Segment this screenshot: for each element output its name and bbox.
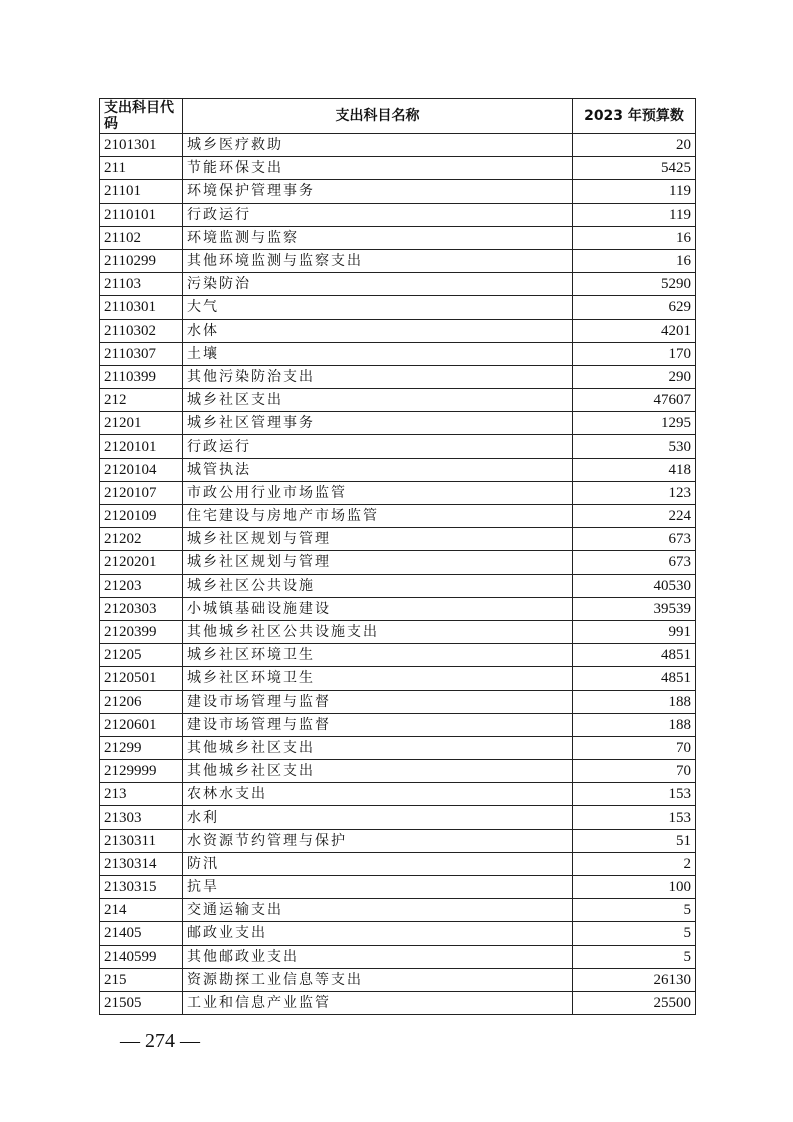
name-cell: 抗旱 [183,876,573,899]
amount-cell: 5 [573,899,696,922]
name-cell: 其他城乡社区支出 [183,736,573,759]
name-cell: 城乡社区管理事务 [183,412,573,435]
amount-cell: 119 [573,180,696,203]
table-row [100,760,696,783]
table-row [100,852,696,875]
table-row [100,968,696,991]
table-row [100,226,696,249]
amount-cell: 51 [573,829,696,852]
table-row [100,458,696,481]
code-cell: 21206 [100,690,183,713]
table-row [100,991,696,1014]
amount-cell: 40530 [573,574,696,597]
name-cell: 环境保护管理事务 [183,180,573,203]
header-code: 支出科目代码 [100,99,183,134]
code-cell: 2130311 [100,829,183,852]
table-row [100,528,696,551]
name-cell: 环境监测与监察 [183,226,573,249]
code-cell: 21203 [100,574,183,597]
budget-table [99,98,696,1015]
code-cell: 21103 [100,273,183,296]
name-cell: 交通运输支出 [183,899,573,922]
amount-cell: 1295 [573,412,696,435]
name-cell: 其他污染防治支出 [183,365,573,388]
amount-cell: 290 [573,365,696,388]
amount-cell: 153 [573,806,696,829]
amount-cell: 26130 [573,968,696,991]
table-body [100,134,696,1015]
amount-cell: 25500 [573,991,696,1014]
name-cell: 工业和信息产业监管 [183,991,573,1014]
code-cell: 213 [100,783,183,806]
table-row [100,203,696,226]
name-cell: 水利 [183,806,573,829]
amount-cell: 39539 [573,597,696,620]
name-cell: 行政运行 [183,435,573,458]
table-row [100,505,696,528]
code-cell: 21202 [100,528,183,551]
amount-cell: 673 [573,528,696,551]
amount-cell: 629 [573,296,696,319]
name-cell: 建设市场管理与监督 [183,690,573,713]
table-row [100,736,696,759]
amount-cell: 4851 [573,644,696,667]
name-cell: 污染防治 [183,273,573,296]
name-cell: 城乡社区公共设施 [183,574,573,597]
name-cell: 水体 [183,319,573,342]
name-cell: 小城镇基础设施建设 [183,597,573,620]
name-cell: 其他城乡社区公共设施支出 [183,620,573,643]
header-row [100,99,696,134]
name-cell: 资源勘探工业信息等支出 [183,968,573,991]
code-cell: 2110302 [100,319,183,342]
table-row [100,273,696,296]
amount-cell: 70 [573,760,696,783]
table-row [100,551,696,574]
name-cell: 城乡社区支出 [183,389,573,412]
table-row [100,667,696,690]
name-cell: 防汛 [183,852,573,875]
name-cell: 城乡社区规划与管理 [183,528,573,551]
table-row [100,597,696,620]
name-cell: 其他城乡社区支出 [183,760,573,783]
page-number: — 274 — [120,1030,200,1052]
amount-cell: 16 [573,226,696,249]
code-cell: 2129999 [100,760,183,783]
table-row [100,922,696,945]
code-cell: 21205 [100,644,183,667]
code-cell: 2120399 [100,620,183,643]
code-cell: 2110299 [100,249,183,272]
code-cell: 212 [100,389,183,412]
amount-cell: 5 [573,945,696,968]
amount-cell: 70 [573,736,696,759]
amount-cell: 224 [573,505,696,528]
amount-cell: 673 [573,551,696,574]
table-row [100,412,696,435]
amount-cell: 991 [573,620,696,643]
code-cell: 214 [100,899,183,922]
amount-cell: 123 [573,481,696,504]
table-row [100,783,696,806]
name-cell: 城乡社区规划与管理 [183,551,573,574]
table-row [100,365,696,388]
amount-cell: 100 [573,876,696,899]
table-row [100,899,696,922]
code-cell: 2110307 [100,342,183,365]
name-cell: 水资源节约管理与保护 [183,829,573,852]
name-cell: 其他邮政业支出 [183,945,573,968]
table-row [100,876,696,899]
table-row [100,435,696,458]
amount-cell: 119 [573,203,696,226]
amount-cell: 170 [573,342,696,365]
table-row [100,806,696,829]
amount-cell: 47607 [573,389,696,412]
amount-cell: 418 [573,458,696,481]
code-cell: 2110399 [100,365,183,388]
table-row [100,620,696,643]
table-row [100,713,696,736]
name-cell: 住宅建设与房地产市场监管 [183,505,573,528]
amount-cell: 188 [573,713,696,736]
amount-cell: 5425 [573,157,696,180]
table-row [100,481,696,504]
code-cell: 215 [100,968,183,991]
table-row [100,296,696,319]
table-row [100,249,696,272]
name-cell: 农林水支出 [183,783,573,806]
code-cell: 2120601 [100,713,183,736]
code-cell: 211 [100,157,183,180]
code-cell: 2130315 [100,876,183,899]
name-cell: 其他环境监测与监察支出 [183,249,573,272]
amount-cell: 20 [573,134,696,157]
code-cell: 2120201 [100,551,183,574]
table-row [100,945,696,968]
table-row [100,829,696,852]
name-cell: 节能环保支出 [183,157,573,180]
name-cell: 市政公用行业市场监管 [183,481,573,504]
name-cell: 建设市场管理与监督 [183,713,573,736]
amount-cell: 2 [573,852,696,875]
name-cell: 大气 [183,296,573,319]
amount-cell: 4851 [573,667,696,690]
code-cell: 2110301 [100,296,183,319]
amount-cell: 530 [573,435,696,458]
table-row [100,157,696,180]
amount-cell: 188 [573,690,696,713]
code-cell: 21303 [100,806,183,829]
table-row [100,342,696,365]
code-cell: 21405 [100,922,183,945]
amount-cell: 16 [573,249,696,272]
code-cell: 21102 [100,226,183,249]
amount-cell: 5290 [573,273,696,296]
header-name: 支出科目名称 [183,99,573,134]
code-cell: 2120101 [100,435,183,458]
name-cell: 城乡社区环境卫生 [183,644,573,667]
table-row [100,180,696,203]
table-row [100,134,696,157]
name-cell: 城乡医疗救助 [183,134,573,157]
name-cell: 城管执法 [183,458,573,481]
code-cell: 21201 [100,412,183,435]
code-cell: 2120104 [100,458,183,481]
code-cell: 2110101 [100,203,183,226]
name-cell: 城乡社区环境卫生 [183,667,573,690]
code-cell: 2140599 [100,945,183,968]
table-row [100,574,696,597]
code-cell: 2120109 [100,505,183,528]
code-cell: 21505 [100,991,183,1014]
table-header [100,99,696,134]
code-cell: 21299 [100,736,183,759]
code-cell: 2120501 [100,667,183,690]
code-cell: 2120107 [100,481,183,504]
amount-cell: 153 [573,783,696,806]
name-cell: 土壤 [183,342,573,365]
code-cell: 2120303 [100,597,183,620]
table-row [100,319,696,342]
amount-cell: 5 [573,922,696,945]
code-cell: 2130314 [100,852,183,875]
amount-cell: 4201 [573,319,696,342]
code-cell: 21101 [100,180,183,203]
table-row [100,389,696,412]
table-row [100,690,696,713]
name-cell: 邮政业支出 [183,922,573,945]
code-cell: 2101301 [100,134,183,157]
header-amount: 2023 年预算数 [573,99,696,134]
name-cell: 行政运行 [183,203,573,226]
table-row [100,644,696,667]
